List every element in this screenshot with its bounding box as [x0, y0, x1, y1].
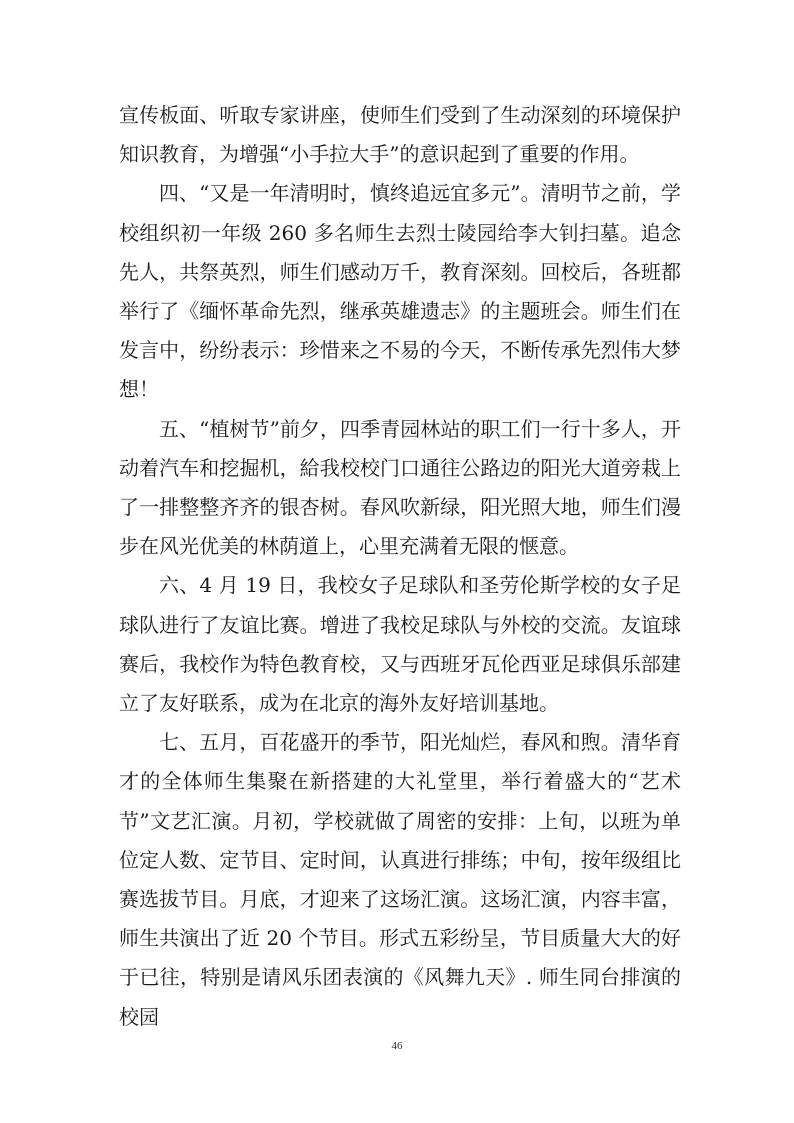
paragraph-item-5: 五、“植树节”前夕，四季青园林站的职工们一行十多人，开动着汽车和挖掘机，給我校校门口通往公路边的阳光大道旁栽上了一排整整齐齐的银杏树。春风吹新绿，阳光照大地，师生们漫步在风光优美的林荫道上，心里充满着无限的惬意。	[119, 416, 681, 559]
document-body	[119, 96, 681, 1037]
page-number: 46	[391, 1040, 403, 1052]
paragraph-item-6: 六、4 月 19 日，我校女子足球队和圣劳伦斯学校的女子足球队进行了友谊比赛。增进了我校足球队与外校的交流。友谊球赛后，我校作为特色教育校，又与西班牙瓦伦西亚足球俱乐部建立了友好联系，成为在北京的海外友好培训基地。	[119, 573, 681, 716]
paragraph-item-7: 七、五月，百花盛开的季节，阳光灿烂，春风和煦。清华育才的全体师生集聚在新搭建的大礼堂里，举行着盛大的“艺术节”文艺汇演。月初，学校就做了周密的安排：上旬，以班为单位定人数、定节目、定时间，认真进行排练；中旬，按年级组比赛选拔节目。月底，才迎来了这场汇演。这场汇演，内容丰富，师生共演出了近 20 个节目。形式五彩纷呈，节目质量大大的好于已往，特别是请风乐团表演的《风舞九天》. 师生同台排演的校园	[119, 730, 681, 1029]
paragraph-item-4: 四、“又是一年清明时，慎终追远宜多元”。清明节之前，学校组织初一年级 260 多名师生去烈士陵园给李大钊扫墓。追念先人，共祭英烈，师生们感动万千，教育深刻。回校后，各班都举行了《缅怀革命先烈，继承英雄遗志》的主题班会。师生们在发言中，纷纷表示：珍惜来之不易的今天，不断传承先烈伟大梦想！	[119, 181, 681, 402]
paragraph-continuation: 宣传板面、听取专家讲座，使师生们受到了生动深刻的环境保护知识教育，为增强“小手拉大手”的意识起到了重要的作用。	[119, 103, 681, 167]
